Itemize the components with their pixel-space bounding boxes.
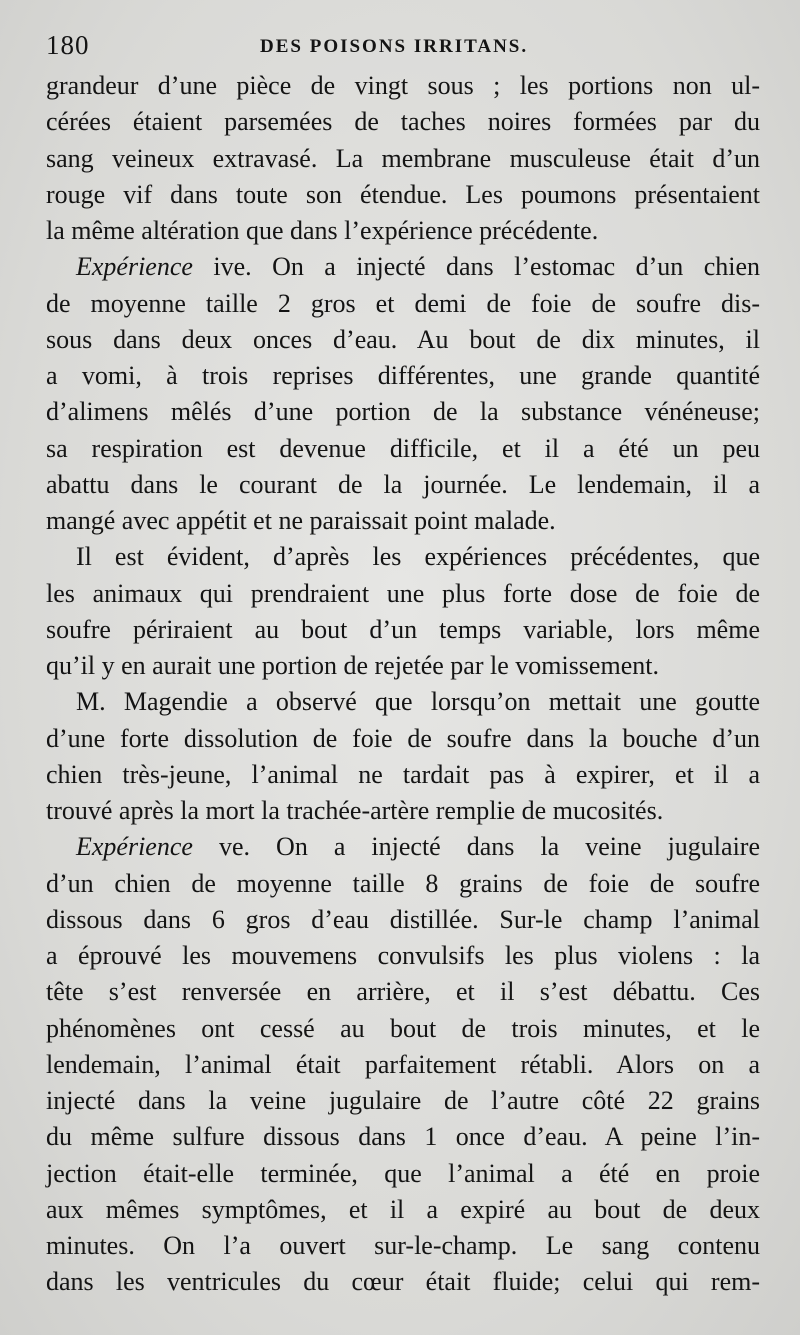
text-line xyxy=(46,539,760,575)
text-line xyxy=(46,1047,760,1083)
line-text: ive. On a injecté dans l’estomac d’un chien xyxy=(192,252,760,282)
text-line xyxy=(46,467,760,503)
text-line xyxy=(46,68,760,104)
line-text: grandeur d’une pièce de vingt sous ; les portions non ul- xyxy=(46,71,760,100)
line-text: cérées étaient parsemées de taches noires formées par du xyxy=(46,107,760,137)
text-line xyxy=(46,286,760,322)
text-line xyxy=(46,866,760,902)
text-line xyxy=(46,1083,760,1119)
text-line xyxy=(46,1119,760,1155)
line-text: aux mêmes symptômes, et il a expiré au bout de deux xyxy=(46,1194,760,1224)
text-line xyxy=(46,394,760,430)
text-line xyxy=(46,431,760,467)
line-text: a éprouvé les mouvemens convulsifs les plus violens : la xyxy=(46,941,760,970)
page-number: 180 xyxy=(46,30,90,60)
text-line xyxy=(46,177,760,213)
line-text: lendemain, l’animal était parfaitement rétabli. Alors on a xyxy=(46,1049,760,1079)
line-text: d’une forte dissolution de foie de soufre dans la bouche d’un xyxy=(46,723,760,753)
text-line xyxy=(46,793,760,829)
line-text: du même sulfure dissous dans 1 once d’eau. A peine l’in- xyxy=(46,1122,760,1152)
text-line xyxy=(46,141,760,177)
line-text: minutes. On l’a ouvert sur-le-champ. Le sang contenu xyxy=(46,1231,760,1260)
text-line xyxy=(46,721,760,757)
text-line xyxy=(46,902,760,938)
line-text: qu’il y en aurait une portion de rejetée par le vomissement. xyxy=(46,651,659,680)
line-text: mangé avec appétit et ne paraissait point malade. xyxy=(46,506,556,535)
line-text: tête s’est renversée en arrière, et il s’est débattu. Ces xyxy=(46,977,760,1007)
text-line xyxy=(46,612,760,648)
line-text: chien très-jeune, l’animal ne tardait pas à expirer, et il a xyxy=(46,759,760,789)
text-line xyxy=(46,104,760,140)
text-line xyxy=(46,358,760,394)
line-text: dans les ventricules du cœur était fluide; celui qui rem- xyxy=(46,1267,760,1297)
text-line xyxy=(46,576,760,612)
line-text: d’un chien de moyenne taille 8 grains de foie de soufre xyxy=(46,868,760,898)
text-line xyxy=(46,684,760,720)
line-text: de moyenne taille 2 gros et demi de foie de soufre dis- xyxy=(46,288,760,318)
text-line xyxy=(46,1192,760,1228)
line-text: ve. On a injecté dans la veine jugulaire xyxy=(192,832,760,862)
line-text: injecté dans la veine jugulaire de l’autre côté 22 grains xyxy=(46,1086,760,1115)
text-line xyxy=(46,322,760,358)
text-line xyxy=(46,1228,760,1264)
text-line xyxy=(46,213,760,249)
line-text: a vomi, à trois reprises différentes, une grande quantité xyxy=(46,361,760,390)
line-text: les animaux qui prendraient une plus forte dose de foie de xyxy=(46,578,760,608)
line-text: la même altération que dans l’expérience précédente. xyxy=(46,216,599,245)
text-line xyxy=(46,249,760,285)
text-line xyxy=(46,1156,760,1192)
line-text: jection était-elle terminée, que l’animal a été en proie xyxy=(46,1158,760,1188)
line-text: phénomènes ont cessé au bout de trois minutes, et le xyxy=(46,1013,760,1043)
line-text: abattu dans le courant de la journée. Le lendemain, il a xyxy=(46,469,760,499)
text-line xyxy=(46,829,760,865)
italic-run: Expérience xyxy=(76,252,193,282)
page-header xyxy=(46,30,752,66)
text-line xyxy=(46,974,760,1010)
text-line xyxy=(46,1264,760,1300)
line-text: d’alimens mêlés d’une portion de la substance vénéneuse; xyxy=(46,397,760,427)
text-line xyxy=(46,1011,760,1047)
line-text: soufre périraient au bout d’un temps variable, lors même xyxy=(46,614,760,644)
line-text: Il est évident, d’après les expériences précédentes, que xyxy=(76,542,760,572)
text-line xyxy=(46,648,760,684)
body-text xyxy=(46,68,760,1301)
text-line xyxy=(46,757,760,793)
text-line xyxy=(46,938,760,974)
line-text: sous dans deux onces d’eau. Au bout de dix minutes, il xyxy=(46,324,760,354)
running-head: DES POISONS IRRITANS. xyxy=(260,36,529,57)
line-text: rouge vif dans toute son étendue. Les poumons présentaient xyxy=(46,179,760,209)
line-text: dissous dans 6 gros d’eau distillée. Sur-le champ l’animal xyxy=(46,904,760,934)
italic-run: Expérience xyxy=(76,832,193,862)
line-text: sang veineux extravasé. La membrane musculeuse était d’un xyxy=(46,143,760,173)
line-text: M. Magendie a observé que lorsqu’on mettait une goutte xyxy=(76,687,760,717)
line-text: trouvé après la mort la trachée-artère remplie de mucosités. xyxy=(46,796,664,825)
text-line xyxy=(46,503,760,539)
line-text: sa respiration est devenue difficile, et il a été un peu xyxy=(46,433,760,463)
